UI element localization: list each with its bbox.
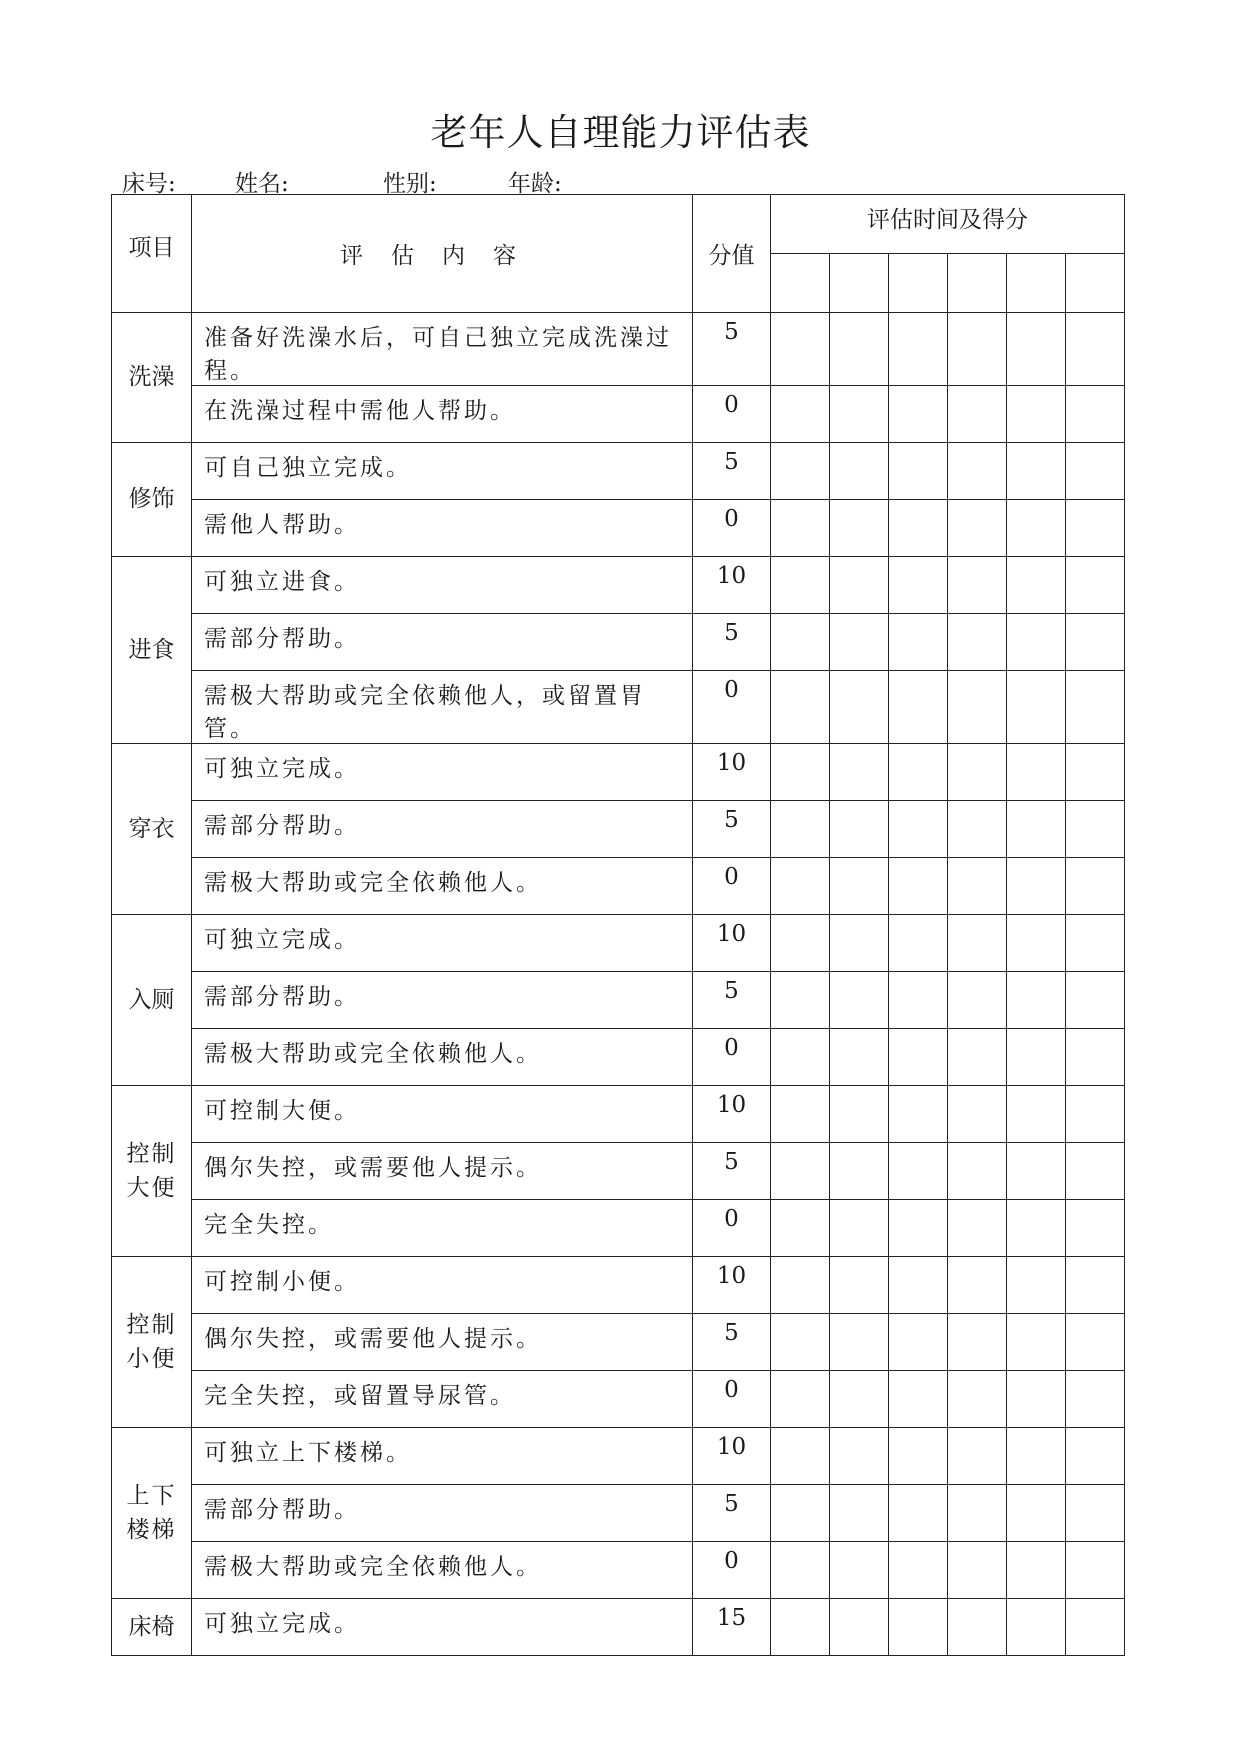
assessment-score-cell[interactable] <box>948 1257 1007 1314</box>
assessment-score-cell[interactable] <box>889 1485 948 1542</box>
assessment-score-cell[interactable] <box>1007 1086 1066 1143</box>
content-cell: 在洗澡过程中需他人帮助。 <box>192 386 693 443</box>
assessment-score-cell[interactable] <box>1066 1200 1125 1257</box>
assessment-score-cell[interactable] <box>771 1485 830 1542</box>
assessment-score-cell[interactable] <box>830 614 889 671</box>
assessment-score-cell[interactable] <box>771 443 830 500</box>
table-row <box>112 1200 1125 1257</box>
content-cell: 需部分帮助。 <box>192 614 693 671</box>
category-label: 上下楼梯 <box>126 1482 177 1543</box>
table-body <box>112 195 1125 1656</box>
assessment-score-cell[interactable] <box>948 1200 1007 1257</box>
assessment-score-cell[interactable] <box>771 1314 830 1371</box>
assessment-score-cell[interactable] <box>889 1542 948 1599</box>
table-row <box>112 500 1125 557</box>
assessment-score-cell[interactable] <box>1007 915 1066 972</box>
content-cell: 可独立完成。 <box>192 1599 693 1656</box>
category-cell <box>112 557 192 744</box>
table-row <box>112 1086 1125 1143</box>
assessment-score-cell[interactable] <box>948 744 1007 801</box>
assessment-score-cell[interactable] <box>1066 1257 1125 1314</box>
score-value-cell: 10 <box>693 915 771 972</box>
header-content: 评估内容 <box>192 195 693 313</box>
assessment-table <box>111 194 1125 1656</box>
assessment-score-cell[interactable] <box>1007 386 1066 443</box>
score-value-cell: 0 <box>693 1029 771 1086</box>
assessment-score-cell[interactable] <box>1007 1029 1066 1086</box>
content-cell: 需极大帮助或完全依赖他人。 <box>192 1542 693 1599</box>
assessment-score-cell[interactable] <box>889 1371 948 1428</box>
table-row <box>112 858 1125 915</box>
assessment-score-cell[interactable] <box>830 557 889 614</box>
content-cell: 可独立完成。 <box>192 744 693 801</box>
assessment-score-cell[interactable] <box>1007 1599 1066 1656</box>
table-row <box>112 1029 1125 1086</box>
category-cell <box>112 443 192 557</box>
assessment-score-cell[interactable] <box>1066 614 1125 671</box>
assessment-score-cell[interactable] <box>771 614 830 671</box>
assessment-score-cell[interactable] <box>771 1428 830 1485</box>
content-cell: 需极大帮助或完全依赖他人，或留置胃管。 <box>192 671 693 744</box>
table-row <box>112 1371 1125 1428</box>
assessment-score-cell[interactable] <box>1007 1485 1066 1542</box>
assessment-score-cell[interactable] <box>1066 1485 1125 1542</box>
assessment-score-cell[interactable] <box>1066 858 1125 915</box>
score-value-cell: 10 <box>693 1428 771 1485</box>
assessment-score-cell[interactable] <box>948 1143 1007 1200</box>
content-cell: 偶尔失控，或需要他人提示。 <box>192 1143 693 1200</box>
content-cell: 完全失控。 <box>192 1200 693 1257</box>
assessment-score-cell[interactable] <box>1066 1371 1125 1428</box>
assessment-score-cell[interactable] <box>1066 915 1125 972</box>
header-item: 项目 <box>112 195 192 313</box>
assessment-score-cell[interactable] <box>830 313 889 386</box>
score-value-cell: 0 <box>693 1200 771 1257</box>
assessment-score-cell[interactable] <box>1066 500 1125 557</box>
assessment-score-cell[interactable] <box>1066 313 1125 386</box>
assessment-score-cell[interactable] <box>889 1314 948 1371</box>
score-value-cell: 5 <box>693 443 771 500</box>
age-label: 年龄: <box>508 171 562 197</box>
assessment-score-cell[interactable] <box>1066 671 1125 744</box>
assessment-score-cell[interactable] <box>889 972 948 1029</box>
assessment-score-cell[interactable] <box>830 972 889 1029</box>
header-row <box>112 195 1125 254</box>
assessment-score-cell[interactable] <box>1007 1428 1066 1485</box>
table-row <box>112 614 1125 671</box>
score-value-cell: 0 <box>693 858 771 915</box>
assessment-score-cell[interactable] <box>889 744 948 801</box>
score-value-cell: 0 <box>693 386 771 443</box>
assessment-score-cell[interactable] <box>771 801 830 858</box>
assessment-score-cell[interactable] <box>889 1200 948 1257</box>
score-value-cell: 0 <box>693 1371 771 1428</box>
score-value-cell: 5 <box>693 1143 771 1200</box>
category-cell <box>112 744 192 915</box>
assessment-score-cell[interactable] <box>771 1371 830 1428</box>
table-row <box>112 671 1125 744</box>
assessment-score-cell[interactable] <box>948 1428 1007 1485</box>
content-cell: 需他人帮助。 <box>192 500 693 557</box>
assessment-score-cell[interactable] <box>830 1257 889 1314</box>
assessment-score-cell[interactable] <box>830 386 889 443</box>
score-value-cell: 10 <box>693 744 771 801</box>
assessment-score-cell[interactable] <box>1007 801 1066 858</box>
content-cell: 需部分帮助。 <box>192 801 693 858</box>
assessment-score-cell[interactable] <box>889 313 948 386</box>
assessment-score-cell[interactable] <box>771 1086 830 1143</box>
header-time-and-score: 评估时间及得分 <box>771 195 1125 254</box>
assessment-score-cell[interactable] <box>830 858 889 915</box>
assessment-score-cell[interactable] <box>1007 500 1066 557</box>
assessment-column-header[interactable] <box>830 254 889 313</box>
assessment-score-cell[interactable] <box>948 1485 1007 1542</box>
category-cell <box>112 1599 192 1656</box>
score-value-cell: 5 <box>693 614 771 671</box>
table-row <box>112 1257 1125 1314</box>
assessment-score-cell[interactable] <box>889 1029 948 1086</box>
assessment-score-cell[interactable] <box>830 915 889 972</box>
category-label: 洗澡 <box>128 364 175 391</box>
category-label: 控制大便 <box>126 1140 177 1201</box>
table-row <box>112 557 1125 614</box>
table-row <box>112 744 1125 801</box>
assessment-score-cell[interactable] <box>771 386 830 443</box>
category-cell <box>112 915 192 1086</box>
assessment-score-cell[interactable] <box>771 858 830 915</box>
assessment-score-cell[interactable] <box>1007 671 1066 744</box>
assessment-score-cell[interactable] <box>771 1143 830 1200</box>
assessment-score-cell[interactable] <box>830 500 889 557</box>
assessment-score-cell[interactable] <box>1007 1542 1066 1599</box>
assessment-score-cell[interactable] <box>830 1542 889 1599</box>
category-label: 入厕 <box>128 986 175 1013</box>
category-label: 床椅 <box>128 1613 175 1640</box>
score-value-cell: 5 <box>693 313 771 386</box>
assessment-score-cell[interactable] <box>948 972 1007 1029</box>
assessment-score-cell[interactable] <box>1007 313 1066 386</box>
assessment-score-cell[interactable] <box>1007 1371 1066 1428</box>
category-label: 控制小便 <box>126 1311 177 1372</box>
assessment-score-cell[interactable] <box>830 1086 889 1143</box>
assessment-score-cell[interactable] <box>889 614 948 671</box>
assessment-score-cell[interactable] <box>1007 443 1066 500</box>
assessment-score-cell[interactable] <box>1007 1314 1066 1371</box>
assessment-score-cell[interactable] <box>830 801 889 858</box>
assessment-score-cell[interactable] <box>948 500 1007 557</box>
category-label: 修饰 <box>128 486 175 513</box>
assessment-score-cell[interactable] <box>948 1371 1007 1428</box>
assessment-score-cell[interactable] <box>1007 1143 1066 1200</box>
assessment-score-cell[interactable] <box>830 1143 889 1200</box>
content-cell: 可控制小便。 <box>192 1257 693 1314</box>
assessment-column-header[interactable] <box>1066 254 1125 313</box>
table-row <box>112 1542 1125 1599</box>
table-row <box>112 1599 1125 1656</box>
assessment-score-cell[interactable] <box>771 313 830 386</box>
assessment-score-cell[interactable] <box>889 1599 948 1656</box>
assessment-score-cell[interactable] <box>771 1542 830 1599</box>
content-cell: 可控制大便。 <box>192 1086 693 1143</box>
assessment-score-cell[interactable] <box>1066 386 1125 443</box>
assessment-score-cell[interactable] <box>771 1200 830 1257</box>
content-cell: 需极大帮助或完全依赖他人。 <box>192 1029 693 1086</box>
assessment-score-cell[interactable] <box>830 443 889 500</box>
assessment-score-cell[interactable] <box>1007 744 1066 801</box>
score-value-cell: 10 <box>693 557 771 614</box>
content-cell: 需部分帮助。 <box>192 1485 693 1542</box>
assessment-score-cell[interactable] <box>1066 801 1125 858</box>
assessment-score-cell[interactable] <box>889 1257 948 1314</box>
assessment-score-cell[interactable] <box>830 1200 889 1257</box>
assessment-score-cell[interactable] <box>1007 972 1066 1029</box>
table-row <box>112 1428 1125 1485</box>
content-cell: 可自己独立完成。 <box>192 443 693 500</box>
assessment-score-cell[interactable] <box>948 614 1007 671</box>
score-value-cell: 0 <box>693 1542 771 1599</box>
assessment-score-cell[interactable] <box>1066 1086 1125 1143</box>
score-value-cell: 10 <box>693 1086 771 1143</box>
category-cell <box>112 313 192 443</box>
category-label: 进食 <box>128 636 175 663</box>
category-label: 穿衣 <box>128 815 175 842</box>
assessment-score-cell[interactable] <box>1007 858 1066 915</box>
assessment-score-cell[interactable] <box>1066 972 1125 1029</box>
assessment-score-cell[interactable] <box>948 443 1007 500</box>
bed-number-label: 床号: <box>122 171 176 197</box>
assessment-score-cell[interactable] <box>771 1029 830 1086</box>
score-value-cell: 15 <box>693 1599 771 1656</box>
table-row <box>112 972 1125 1029</box>
assessment-column-header[interactable] <box>1007 254 1066 313</box>
assessment-score-cell[interactable] <box>889 500 948 557</box>
table-row <box>112 386 1125 443</box>
page-title: 老年人自理能力评估表 <box>430 111 811 154</box>
assessment-score-cell[interactable] <box>830 1314 889 1371</box>
assessment-score-cell[interactable] <box>889 386 948 443</box>
assessment-column-header[interactable] <box>771 254 830 313</box>
assessment-score-cell[interactable] <box>830 1428 889 1485</box>
assessment-score-cell[interactable] <box>889 671 948 744</box>
table-row <box>112 1314 1125 1371</box>
assessment-score-cell[interactable] <box>948 1029 1007 1086</box>
assessment-score-cell[interactable] <box>889 801 948 858</box>
score-value-cell: 5 <box>693 1314 771 1371</box>
assessment-score-cell[interactable] <box>1066 1599 1125 1656</box>
score-value-cell: 0 <box>693 671 771 744</box>
assessment-score-cell[interactable] <box>948 1086 1007 1143</box>
category-cell <box>112 1257 192 1428</box>
category-cell <box>112 1086 192 1257</box>
assessment-score-cell[interactable] <box>948 915 1007 972</box>
assessment-score-cell[interactable] <box>1066 744 1125 801</box>
assessment-score-cell[interactable] <box>771 671 830 744</box>
content-cell: 可独立进食。 <box>192 557 693 614</box>
assessment-score-cell[interactable] <box>771 557 830 614</box>
assessment-score-cell[interactable] <box>889 443 948 500</box>
score-value-cell: 5 <box>693 1485 771 1542</box>
assessment-score-cell[interactable] <box>771 744 830 801</box>
assessment-score-cell[interactable] <box>889 1143 948 1200</box>
assessment-score-cell[interactable] <box>1007 1257 1066 1314</box>
assessment-score-cell[interactable] <box>1007 614 1066 671</box>
assessment-score-cell[interactable] <box>889 557 948 614</box>
assessment-score-cell[interactable] <box>771 915 830 972</box>
content-cell: 可独立上下楼梯。 <box>192 1428 693 1485</box>
assessment-score-cell[interactable] <box>830 1371 889 1428</box>
content-cell: 偶尔失控，或需要他人提示。 <box>192 1314 693 1371</box>
assessment-score-cell[interactable] <box>889 1086 948 1143</box>
table-row <box>112 1485 1125 1542</box>
assessment-score-cell[interactable] <box>948 1542 1007 1599</box>
assessment-score-cell[interactable] <box>771 500 830 557</box>
assessment-score-cell[interactable] <box>771 1257 830 1314</box>
assessment-score-cell[interactable] <box>1066 1314 1125 1371</box>
assessment-score-cell[interactable] <box>830 1599 889 1656</box>
content-cell: 完全失控，或留置导尿管。 <box>192 1371 693 1428</box>
assessment-score-cell[interactable] <box>830 1029 889 1086</box>
assessment-score-cell[interactable] <box>1007 1200 1066 1257</box>
table-row <box>112 443 1125 500</box>
content-cell: 准备好洗澡水后，可自己独立完成洗澡过程。 <box>192 313 693 386</box>
assessment-score-cell[interactable] <box>948 557 1007 614</box>
assessment-score-cell[interactable] <box>771 972 830 1029</box>
header-score: 分值 <box>693 195 771 313</box>
score-value-cell: 0 <box>693 500 771 557</box>
assessment-column-header[interactable] <box>889 254 948 313</box>
assessment-score-cell[interactable] <box>771 1599 830 1656</box>
assessment-score-cell[interactable] <box>948 1599 1007 1656</box>
table-row <box>112 801 1125 858</box>
assessment-score-cell[interactable] <box>948 801 1007 858</box>
assessment-column-header[interactable] <box>948 254 1007 313</box>
assessment-score-cell[interactable] <box>830 1485 889 1542</box>
assessment-score-cell[interactable] <box>830 744 889 801</box>
assessment-score-cell[interactable] <box>1066 1542 1125 1599</box>
assessment-score-cell[interactable] <box>948 313 1007 386</box>
score-value-cell: 5 <box>693 972 771 1029</box>
assessment-score-cell[interactable] <box>1007 557 1066 614</box>
table-row <box>112 313 1125 386</box>
assessment-score-cell[interactable] <box>1066 1029 1125 1086</box>
assessment-score-cell[interactable] <box>1066 1428 1125 1485</box>
assessment-score-cell[interactable] <box>1066 1143 1125 1200</box>
assessment-score-cell[interactable] <box>948 671 1007 744</box>
assessment-score-cell[interactable] <box>1066 557 1125 614</box>
content-cell: 需部分帮助。 <box>192 972 693 1029</box>
assessment-score-cell[interactable] <box>948 1314 1007 1371</box>
category-cell <box>112 1428 192 1599</box>
table-row <box>112 915 1125 972</box>
gender-label: 性别: <box>383 171 437 197</box>
assessment-score-cell[interactable] <box>889 1428 948 1485</box>
content-cell: 可独立完成。 <box>192 915 693 972</box>
assessment-score-cell[interactable] <box>830 671 889 744</box>
name-label: 姓名: <box>235 171 289 197</box>
assessment-score-cell[interactable] <box>1066 443 1125 500</box>
score-value-cell: 5 <box>693 801 771 858</box>
assessment-score-cell[interactable] <box>948 858 1007 915</box>
score-value-cell: 10 <box>693 1257 771 1314</box>
assessment-score-cell[interactable] <box>889 858 948 915</box>
assessment-score-cell[interactable] <box>948 386 1007 443</box>
table-row <box>112 1143 1125 1200</box>
content-cell: 需极大帮助或完全依赖他人。 <box>192 858 693 915</box>
assessment-score-cell[interactable] <box>889 915 948 972</box>
